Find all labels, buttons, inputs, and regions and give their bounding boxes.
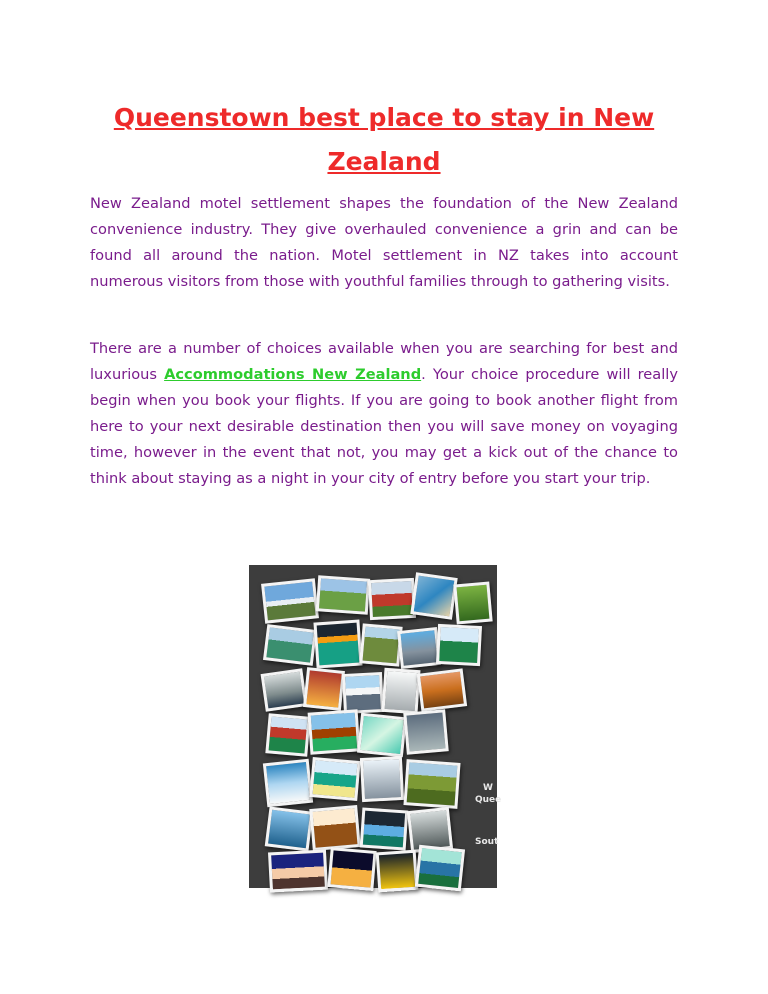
collage-photo (410, 572, 457, 619)
collage-photo (265, 713, 310, 757)
collage-photo (357, 713, 407, 758)
collage-photo (360, 756, 404, 802)
choices-paragraph (90, 336, 678, 492)
collage-photo (415, 845, 465, 892)
choices-paragraph-rest: . Your choice procedure will really begin when you book your flights. If you are going to book another flight from here to your next desirable destination then you will save money on voyaging time, however in the event that not, you may get a kick out of the chance to think about staying as a night in your city of entry before you start your trip. (90, 366, 678, 487)
collage-photo (397, 627, 441, 669)
accommodations-link[interactable]: Accommodations New Zealand (164, 366, 422, 383)
collage-photo (261, 578, 319, 623)
collage-photo (309, 757, 360, 801)
collage-photo (403, 759, 460, 809)
collage-photo (436, 624, 482, 666)
collage-photo (360, 807, 409, 850)
page-title: Queenstown best place to stay in New Zealand (113, 103, 655, 176)
collage-photo (342, 672, 384, 714)
collage-side-label: W (483, 783, 493, 793)
collage-photo (403, 709, 449, 755)
collage-photo (382, 668, 421, 714)
intro-paragraph: New Zealand motel settlement shapes the foundation of the New Zealand convenience industry. They give overhauled convenience a grin and can be found all around the nation. Motel settlement in NZ takes into account numerous visitors from those with youthful families through to gathering visits. (90, 195, 678, 290)
collage-photo (376, 850, 419, 893)
collage-photo (268, 850, 328, 893)
collage-photo (417, 668, 467, 711)
photo-collage (249, 565, 502, 888)
collage-photo (303, 667, 345, 711)
collage-photo (309, 805, 360, 851)
collage-photo (368, 578, 416, 620)
collage-photo (308, 709, 361, 754)
collage-photo (263, 624, 317, 666)
collage-photo (265, 806, 314, 851)
collage-photo (263, 759, 313, 808)
collage-side-label: Sout (475, 837, 499, 847)
collage-side-label: Quee (475, 795, 502, 805)
collage-photo (313, 619, 362, 668)
collage-photo (327, 847, 376, 891)
collage-photo (453, 582, 492, 625)
collage-photo (261, 668, 308, 711)
collage-photo (316, 575, 370, 615)
collage-photo (359, 623, 402, 666)
choices-paragraph-lead: There are a number of choices available when you are searching for best and luxurious (90, 340, 678, 383)
